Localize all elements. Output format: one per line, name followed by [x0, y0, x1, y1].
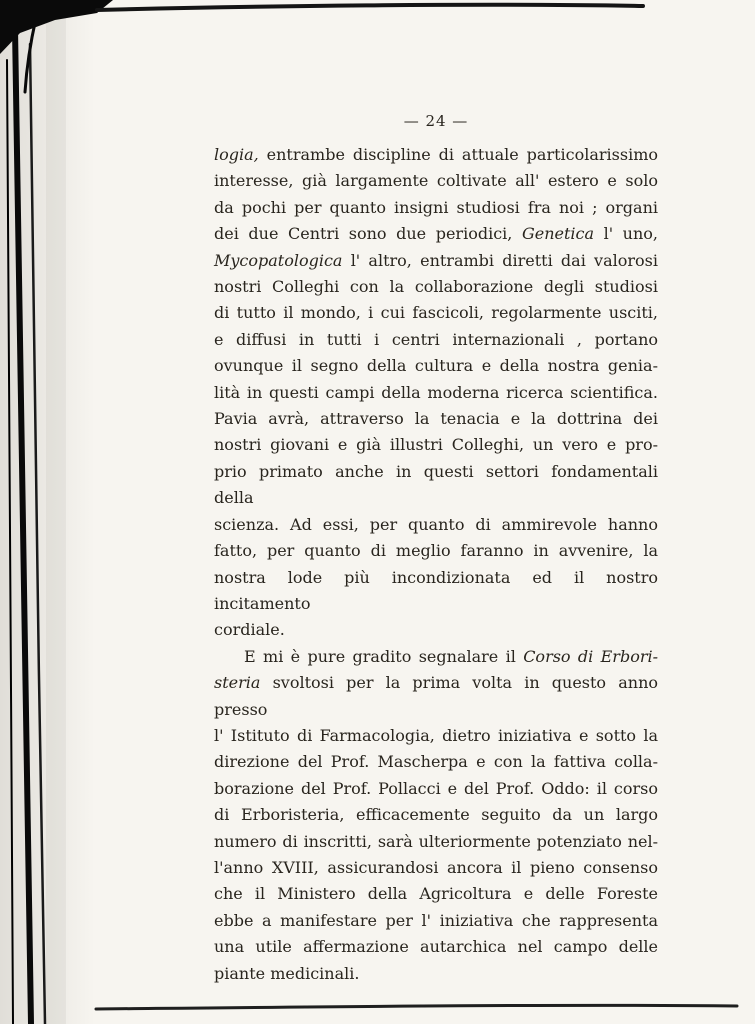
text-segment: una utile affermazione autarchica nel campo delle — [214, 937, 658, 957]
text-segment: ovunque il segno della cultura e della nostra genia- — [214, 356, 658, 376]
text-segment: l' uno, — [594, 224, 659, 244]
text-segment: che il Ministero della Agricoltura e delle Foreste — [214, 884, 658, 904]
italic-text-segment: logia, — [214, 145, 259, 164]
text-line — [214, 908, 658, 934]
text-line — [214, 406, 658, 432]
text-segment: e diffusi in tutti i centri internazionali , portano — [214, 329, 658, 349]
scan-corner-blob — [0, 0, 113, 54]
scan-left-edge-hairline — [7, 60, 13, 1024]
text-segment: fatto, per quanto di meglio faranno in avvenire, la — [214, 541, 658, 561]
text-line — [214, 961, 658, 987]
italic-text-segment: Genetica — [521, 224, 595, 244]
italic-text-segment: steria — [214, 673, 261, 693]
text-segment: prio primato anche in questi settori fondamentali della — [214, 461, 658, 508]
text-segment: l' altro, entrambi diretti dai valorosi — [342, 250, 658, 270]
text-line — [214, 749, 658, 775]
text-segment: l'anno XVIII, assicurandosi ancora il pieno consenso — [214, 857, 658, 877]
text-segment: borazione del Prof. Pollacci e del Prof. Oddo: il corso — [214, 778, 658, 798]
text-segment: da pochi per quanto insigni studiosi fra noi ; organi — [214, 197, 658, 217]
text-segment: svoltosi per la prima volta in questo anno presso — [214, 673, 658, 719]
scan-top-edge-line — [97, 5, 643, 10]
text-segment: scienza. Ad essi, per quanto di ammirevole hanno — [214, 514, 658, 534]
scan-bottom-edge-line — [96, 1005, 737, 1009]
text-line — [214, 565, 658, 618]
text-segment: nostra lode più incondizionata ed il nostro incitamento — [214, 567, 658, 613]
text-line — [214, 776, 658, 802]
text-line — [214, 802, 658, 828]
binding-crease — [46, 0, 66, 1024]
scan-left-hook-mark — [25, 18, 36, 92]
text-segment: piante medicinali. — [214, 963, 360, 983]
scan-left-edge-line-main — [15, 28, 31, 1024]
text-line — [214, 617, 658, 643]
paragraph — [214, 142, 658, 644]
text-block — [214, 142, 658, 987]
text-line — [214, 538, 658, 564]
text-line — [214, 142, 658, 168]
text-line — [214, 168, 658, 194]
text-segment: di Erboristeria, efficacemente seguito da un largo — [214, 805, 658, 825]
text-line — [214, 934, 658, 960]
italic-text-segment: Mycopatologica — [214, 250, 343, 270]
text-line — [214, 380, 658, 406]
text-line — [214, 221, 658, 247]
text-line — [214, 195, 658, 221]
text-line — [214, 327, 658, 353]
text-segment: entrambe discipline di attuale particolarissimo — [258, 145, 658, 164]
text-segment: ebbe a manifestare per l' iniziativa che rappresenta — [214, 910, 658, 930]
text-line — [214, 459, 658, 512]
text-line — [214, 274, 658, 300]
paragraph — [214, 644, 658, 987]
text-segment: E mi è pure gradito segnalare il — [244, 646, 524, 666]
text-segment: lità in questi campi della moderna ricerca scientifica. — [214, 382, 658, 402]
text-segment: di tutto il mondo, i cui fascicoli, regolarmente usciti, — [214, 303, 658, 323]
text-segment: direzione del Prof. Mascherpa e con la fattiva colla- — [214, 752, 658, 772]
text-segment: dei due Centri sono due periodici, — [214, 224, 522, 244]
text-line — [214, 881, 658, 907]
scan-left-edge-line-thin — [30, 44, 45, 1024]
text-line — [214, 432, 658, 458]
text-segment: cordiale. — [214, 620, 285, 640]
text-line — [214, 300, 658, 326]
text-line — [214, 644, 658, 670]
text-segment: Pavia avrà, attraverso la tenacia e la dottrina dei — [214, 409, 658, 429]
text-line — [214, 353, 658, 379]
text-line — [214, 248, 658, 274]
italic-text-segment: Corso di Erbori- — [523, 646, 658, 666]
text-segment: nostri Colleghi con la collaborazione degli studiosi — [214, 277, 658, 297]
text-line — [214, 855, 658, 881]
gutter-shadow — [0, 0, 95, 1024]
text-line — [214, 512, 658, 538]
text-segment: interesse, già largamente coltivate all' estero e solo — [214, 171, 658, 191]
text-segment: nostri giovani e già illustri Colleghi, un vero e pro- — [214, 435, 658, 455]
text-segment: l' Istituto di Farmacologia, dietro iniziativa e sotto la — [214, 725, 658, 745]
text-segment: numero di inscritti, sarà ulteriormente potenziato nel- — [214, 831, 658, 851]
page-number: — 24 — — [403, 112, 469, 130]
text-line — [214, 670, 658, 723]
text-line — [214, 723, 658, 749]
text-line — [214, 829, 658, 855]
